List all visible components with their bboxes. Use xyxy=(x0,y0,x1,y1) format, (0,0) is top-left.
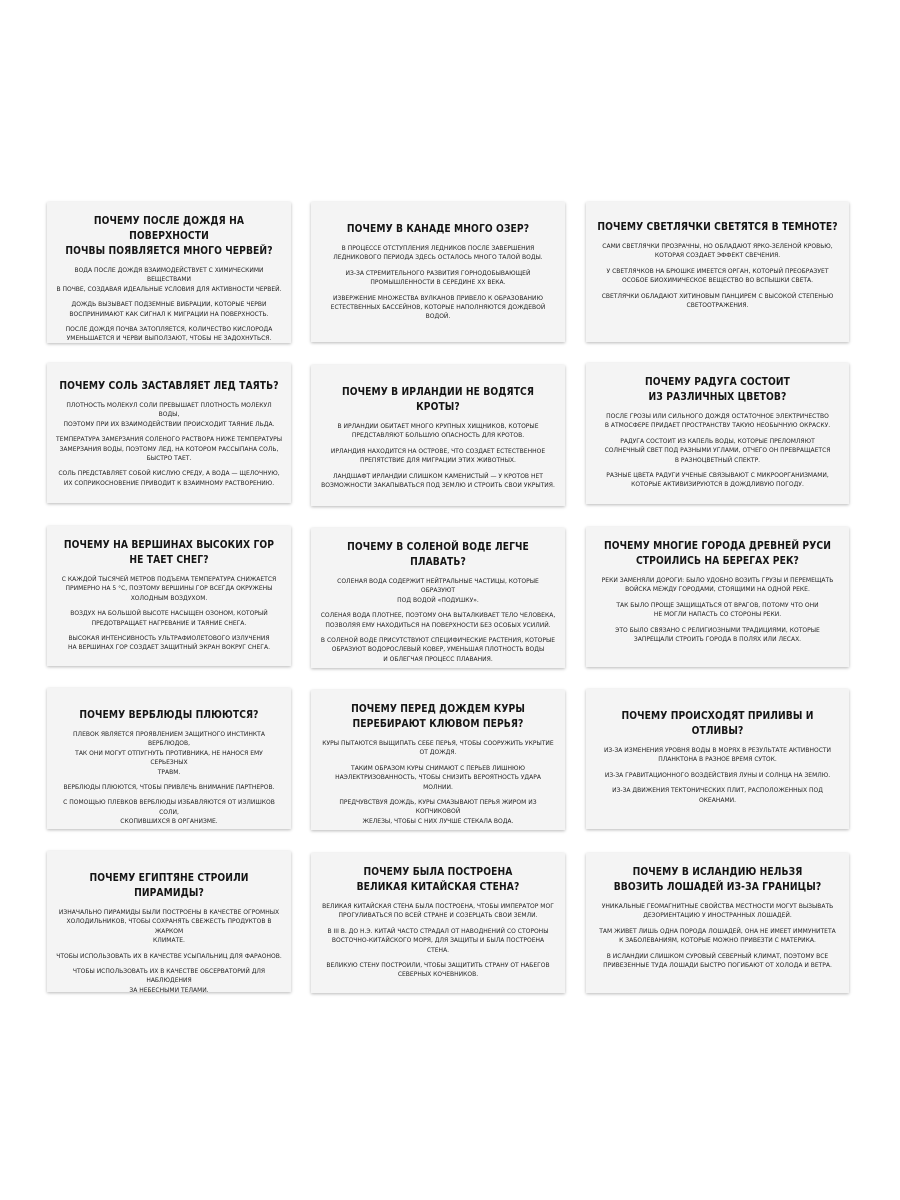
card-answer: С ПОМОЩЬЮ ПЛЕВКОВ ВЕРБЛЮДЫ ИЗБАВЛЯЮТСЯ ОТ ИЗЛИШКОВ СОЛИ, СКОПИВШИХСЯ В ОРГАНИЗМЕ. xyxy=(63,799,275,826)
card-question: ПОЧЕМУ ЕГИПТЯНЕ СТРОИЛИ ПИРАМИДЫ? xyxy=(89,873,249,899)
question-card xyxy=(586,363,849,504)
card-answer: СОЛЕНАЯ ВОДА СОДЕРЖИТ НЕЙТРАЛЬНЫЕ ЧАСТИЦЫ, КОТОРЫЕ ОБРАЗУЮТ ПОД ВОДОЙ «ПОДУШКУ». xyxy=(337,578,539,604)
card-answer: С КАЖДОЙ ТЫСЯЧЕЙ МЕТРОВ ПОДЪЕМА ТЕМПЕРАТУРА СНИЖАЕТСЯ ПРИМЕРНО НА 5 °С, ПОЭТОМУ ВЕРШИНЫ ГОР ВСЕГДА ОКРУЖЕНЫ ХОЛОДНЫМ ВОЗДУХОМ. xyxy=(61,576,277,602)
card-answer: ПЛОТНОСТЬ МОЛЕКУЛ СОЛИ ПРЕВЫШАЕТ ПЛОТНОСТЬ МОЛЕКУЛ ВОДЫ, ПОЭТОМУ ПРИ ИХ ВЗАИМОДЕЙСТВИИ ПРОИСХОДИТ ТАЯНИЕ ЛЬДА. xyxy=(63,402,275,428)
question-card xyxy=(47,688,291,829)
card-answer: ВОДА ПОСЛЕ ДОЖДЯ ВЗАИМОДЕЙСТВУЕТ С ХИМИЧЕСКИМИ ВЕЩЕСТВАМИ В ПОЧВЕ, СОЗДАВАЯ ИДЕАЛЬНЫЕ УСЛОВИЯ ДЛЯ АКТИВНОСТИ ЧЕРВЕЙ. xyxy=(56,267,282,293)
card-answer: ПОСЛЕ ГРОЗЫ ИЛИ СИЛЬНОГО ДОЖДЯ ОСТАТОЧНОЕ ЭЛЕКТРИЧЕСТВО В АТМОСФЕРЕ ПРИДАЕТ ПРОСТРАНСТВУ ТАКУЮ НЕОБЫЧНУЮ ОКРАСКУ. xyxy=(604,413,831,430)
card-question: ПОЧЕМУ В ИСЛАНДИЮ НЕЛЬЗЯ ВВОЗИТЬ ЛОШАДЕЙ ИЗ-ЗА ГРАНИЦЫ? xyxy=(613,867,822,893)
card-question: ПОЧЕМУ В СОЛЕНОЙ ВОДЕ ЛЕГЧЕ ПЛАВАТЬ? xyxy=(347,542,529,568)
card-question: ПОЧЕМУ В ИРЛАНДИИ НЕ ВОДЯТСЯ КРОТЫ? xyxy=(341,387,535,413)
card-question: ПОЧЕМУ ПОСЛЕ ДОЖДЯ НА ПОВЕРХНОСТИ ПОЧВЫ ПОЯВЛЯЕТСЯ МНОГО ЧЕРВЕЙ? xyxy=(65,216,273,257)
card-answer: ВЕЛИКАЯ КИТАЙСКАЯ СТЕНА БЫЛА ПОСТРОЕНА, ЧТОБЫ ИМПЕРАТОР МОГ ПРОГУЛИВАТЬСЯ ПО ВСЕЙ СТРАНЕ И СОЗЕРЦАТЬ СВОИ ЗЕМЛИ. xyxy=(322,903,554,920)
card-question: ПОЧЕМУ НА ВЕРШИНАХ ВЫСОКИХ ГОР НЕ ТАЕТ СНЕГ? xyxy=(63,540,275,566)
question-card xyxy=(586,527,849,667)
card-answer: ВОЗДУХ НА БОЛЬШОЙ ВЫСОТЕ НАСЫЩЕН ОЗОНОМ, КОТОРЫЙ ПРЕДОТВРАЩАЕТ НАГРЕВАНИЕ И ТАЯНИЕ СНЕГА. xyxy=(70,610,268,627)
question-card xyxy=(47,363,291,503)
card-answer: УНИКАЛЬНЫЕ ГЕОМАГНИТНЫЕ СВОЙСТВА МЕСТНОСТИ МОГУТ ВЫЗЫВАТЬ ДЕЗОРИЕНТАЦИЮ У ИНОСТРАННЫХ ЛОШАДЕЙ. xyxy=(601,903,834,920)
card-answer: В ИСЛАНДИИ СЛИШКОМ СУРОВЫЙ СЕВЕРНЫЙ КЛИМАТ, ПОЭТОМУ ВСЕ ПРИВЕЗЕННЫЕ ТУДА ЛОШАДИ БЫСТРО ПОГИБАЮТ ОТ ХОЛОДА И ВЕТРА. xyxy=(603,952,832,970)
card-question: ПОЧЕМУ СВЕТЛЯЧКИ СВЕТЯТСЯ В ТЕМНОТЕ? xyxy=(597,222,838,233)
card-answer: В III В. ДО Н.Э. КИТАЙ ЧАСТО СТРАДАЛ ОТ НАВОДНЕНИЙ СО СТОРОНЫ ВОСТОЧНО-КИТАЙСКОГО МОРЯ, ДЛЯ ЗАЩИТЫ И БЫЛА ПОСТРОЕНА СТЕНА. xyxy=(327,927,549,954)
question-card xyxy=(586,853,849,993)
card-answer: ИЗ-ЗА ДВИЖЕНИЯ ТЕКТОНИЧЕСКИХ ПЛИТ, РАСПОЛОЖЕННЫХ ПОД ОКЕАНАМИ. xyxy=(612,787,823,804)
card-answer: ТАКИМ ОБРАЗОМ КУРЫ СНИМАЮТ С ПЕРЬЕВ ЛИШНЮЮ НАЭЛЕКТРИЗОВАННОСТЬ, ЧТОБЫ СНИЗИТЬ ВЕРОЯТНОСТЬ УДАРА МОЛНИИ. xyxy=(335,764,541,791)
card-answer: ИЗ-ЗА СТРЕМИТЕЛЬНОГО РАЗВИТИЯ ГОРНОДОБЫВАЮЩЕЙ ПРОМЫШЛЕННОСТИ В СЕРЕДИНЕ XX ВЕКА. xyxy=(345,269,531,287)
card-answer: ВЕРБЛЮДЫ ПЛЮЮТСЯ, ЧТОБЫ ПРИВЛЕЧЬ ВНИМАНИЕ ПАРТНЕРОВ. xyxy=(63,784,275,792)
card-answer: СОЛЬ ПРЕДСТАВЛЯЕТ СОБОЙ КИСЛУЮ СРЕДУ, А ВОДА — ЩЕЛОЧНУЮ, ИХ СОПРИКОСНОВЕНИЕ ПРИВОДИТ К ВЗАИМНОМУ РАСТВОРЕНИЮ. xyxy=(58,470,280,487)
card-answer: КУРЫ ПЫТАЮТСЯ ВЫЩИПАТЬ СЕБЕ ПЕРЬЯ, ЧТОБЫ СООРУЖИТЬ УКРЫТИЕ ОТ ДОЖДЯ. xyxy=(322,740,554,757)
question-card xyxy=(311,365,565,506)
card-answer: ИЗ-ЗА ГРАВИТАЦИОННОГО ВОЗДЕЙСТВИЯ ЛУНЫ И СОЛНЦА НА ЗЕМЛЮ. xyxy=(604,771,831,779)
card-question: ПОЧЕМУ СОЛЬ ЗАСТАВЛЯЕТ ЛЕД ТАЯТЬ? xyxy=(59,381,279,392)
card-answer: СОЛЕНАЯ ВОДА ПЛОТНЕЕ, ПОЭТОМУ ОНА ВЫТАЛКИВАЕТ ТЕЛО ЧЕЛОВЕКА, ПОЗВОЛЯЯ ЕМУ НАХОДИТЬСЯ НА ПОВЕРХНОСТИ БЕЗ ОСОБЫХ УСИЛИЙ. xyxy=(320,612,556,629)
card-answer: РЕКИ ЗАМЕНЯЛИ ДОРОГИ: БЫЛО УДОБНО ВОЗИТЬ ГРУЗЫ И ПЕРЕМЕЩАТЬ ВОЙСКА МЕЖДУ ГОРОДАМИ, СТОЯЩИМИ НА ОДНОЙ РЕКЕ. xyxy=(601,577,834,594)
question-card xyxy=(311,853,565,993)
card-answer: ТАМ ЖИВЕТ ЛИШЬ ОДНА ПОРОДА ЛОШАДЕЙ, ОНА НЕ ИМЕЕТ ИММУНИТЕТА К ЗАБОЛЕВАНИЯМ, КОТОРЫЕ МОЖНО ПРИВЕЗТИ С МАТЕРИКА. xyxy=(599,927,836,945)
question-card xyxy=(586,689,849,829)
card-answer: ТЕМПЕРАТУРА ЗАМЕРЗАНИЯ СОЛЕНОГО РАСТВОРА НИЖЕ ТЕМПЕРАТУРЫ ЗАМЕРЗАНИЯ ВОДЫ, ПОЭТОМУ ЛЕД, НА КОТОРОМ РАССЫПАНА СОЛЬ, БЫСТРО ТАЕТ. xyxy=(56,436,283,463)
question-card xyxy=(311,202,565,342)
card-answer: РАДУГА СОСТОИТ ИЗ КАПЕЛЬ ВОДЫ, КОТОРЫЕ ПРЕЛОМЛЯЮТ СОЛНЕЧНЫЙ СВЕТ ПОД РАЗНЫМИ УГЛАМИ, ОТЧЕГО ОН ПРЕВРАЩАЕТСЯ В РАЗНОЦВЕТНЫЙ СПЕКТР. xyxy=(604,437,831,464)
card-question: ПОЧЕМУ БЫЛА ПОСТРОЕНА ВЕЛИКАЯ КИТАЙСКАЯ СТЕНА? xyxy=(356,867,520,893)
card-answer: ИЗ-ЗА ИЗМЕНЕНИЯ УРОВНЯ ВОДЫ В МОРЯХ В РЕЗУЛЬТАТЕ АКТИВНОСТИ ПЛАНКТОНА В РАЗНОЕ ВРЕМЯ СУТОК. xyxy=(603,747,832,764)
card-answer: ВЕЛИКУЮ СТЕНУ ПОСТРОИЛИ, ЧТОБЫ ЗАЩИТИТЬ СТРАНУ ОТ НАБЕГОВ СЕВЕРНЫХ КОЧЕВНИКОВ. xyxy=(326,962,550,979)
card-answer: РАЗНЫЕ ЦВЕТА РАДУГИ УЧЕНЫЕ СВЯЗЫВАЮТ С МИКРООРГАНИЗМАМИ, КОТОРЫЕ АКТИВИЗИРУЮТСЯ В ДОЖДЛИВУЮ ПОГОДУ. xyxy=(606,472,829,489)
question-card xyxy=(47,202,291,343)
card-answer: ЛАНДШАФТ ИРЛАНДИИ СЛИШКОМ КАМЕНИСТЫЙ — У КРОТОВ НЕТ ВОЗМОЖНОСТИ ЗАКАПЫВАТЬСЯ ПОД ЗЕМЛЮ И СТРОИТЬ СВОИ УКРЫТИЯ. xyxy=(321,472,555,490)
card-answer: В ПРОЦЕССЕ ОТСТУПЛЕНИЯ ЛЕДНИКОВ ПОСЛЕ ЗАВЕРШЕНИЯ ЛЕДНИКОВОГО ПЕРИОДА ЗДЕСЬ ОСТАЛОСЬ МНОГО ТАЛОЙ ВОДЫ. xyxy=(333,245,543,262)
question-card xyxy=(47,526,291,666)
card-answer: ВЫСОКАЯ ИНТЕНСИВНОСТЬ УЛЬТРАФИОЛЕТОВОГО ИЗЛУЧЕНИЯ НА ВЕРШИНАХ ГОР СОЗДАЕТ ЗАЩИТНЫЙ ЭКРАН ВОКРУГ СНЕГА. xyxy=(68,635,270,652)
card-answer: ЧТОБЫ ИСПОЛЬЗОВАТЬ ИХ В КАЧЕСТВЕ ОБСЕРВАТОРИЙ ДЛЯ НАБЛЮДЕНИЯ ЗА НЕБЕСНЫМИ ТЕЛАМИ. xyxy=(72,968,266,992)
card-answer: ПЛЕВОК ЯВЛЯЕТСЯ ПРОЯВЛЕНИЕМ ЗАЩИТНОГО ИНСТИНКТА ВЕРБЛЮДОВ, ТАК ОНИ МОГУТ ОТПУГНУТЬ ПРОТИВНИКА, НЕ НАНОСЯ ЕМУ СЕРЬЕЗНЫХ ТРАВМ. xyxy=(73,731,265,776)
card-answer: ПОСЛЕ ДОЖДЯ ПОЧВА ЗАТОПЛЯЕТСЯ, КОЛИЧЕСТВО КИСЛОРОДА УМЕНЬШАЕТСЯ И ЧЕРВИ ВЫПОЛЗАЮТ, ЧТОБЫ НЕ ЗАДОХНУТЬСЯ. xyxy=(65,326,273,343)
card-answer: У СВЕТЛЯЧКОВ НА БРЮШКЕ ИМЕЕТСЯ ОРГАН, КОТОРЫЙ ПРЕОБРАЗУЕТ ОСОБОЕ БИОХИМИЧЕСКОЕ ВЕЩЕСТВО ВО ВСПЫШКИ СВЕТА. xyxy=(606,267,829,285)
card-question: ПОЧЕМУ РАДУГА СОСТОИТ ИЗ РАЗЛИЧНЫХ ЦВЕТОВ? xyxy=(645,377,790,403)
card-answer: ИРЛАНДИЯ НАХОДИТСЯ НА ОСТРОВЕ, ЧТО СОЗДАЕТ ЕСТЕСТВЕННОЕ ПРЕПЯТСТВИЕ ДЛЯ МИГРАЦИИ ЭТИХ ЖИВОТНЫХ. xyxy=(330,447,546,465)
card-answer: СВЕТЛЯЧКИ ОБЛАДАЮТ ХИТИНОВЫМ ПАНЦИРЕМ С ВЫСОКОЙ СТЕПЕНЬЮ СВЕТООТРАЖЕНИЯ. xyxy=(601,292,834,310)
card-answer: ТАК БЫЛО ПРОЩЕ ЗАЩИЩАТЬСЯ ОТ ВРАГОВ, ПОТОМУ ЧТО ОНИ НЕ МОГЛИ НАПАСТЬ СО СТОРОНЫ РЕКИ. xyxy=(616,601,819,619)
card-answer: ИЗНАЧАЛЬНО ПИРАМИДЫ БЫЛИ ПОСТРОЕНЫ В КАЧЕСТВЕ ОГРОМНЫХ ХОЛОДИЛЬНИКОВ, ЧТОБЫ СОХРАНЯТЬ СВЕЖЕСТЬ ПРОДУКТОВ В ЖАРКОМ КЛИМАТЕ. xyxy=(58,909,280,945)
card-question: ПОЧЕМУ ПЕРЕД ДОЖДЕМ КУРЫ ПЕРЕБИРАЮТ КЛЮВОМ ПЕРЬЯ? xyxy=(351,704,525,730)
card-answer: ИЗВЕРЖЕНИЕ МНОЖЕСТВА ВУЛКАНОВ ПРИВЕЛО К ОБРАЗОВАНИЮ ЕСТЕСТВЕННЫХ БАССЕЙНОВ, КОТОРЫЕ НАПОЛНЯЮТСЯ ДОЖДЕВОЙ ВОДОЙ. xyxy=(330,294,546,321)
card-question: ПОЧЕМУ ПРОИСХОДЯТ ПРИЛИВЫ И ОТЛИВЫ? xyxy=(621,711,814,737)
card-answer: ПРЕДЧУВСТВУЯ ДОЖДЬ, КУРЫ СМАЗЫВАЮТ ПЕРЬЯ ЖИРОМ ИЗ КОПЧИКОВОЙ ЖЕЛЕЗЫ, ЧТОБЫ С НИХ ЛУЧШЕ СТЕКАЛА ВОДА. xyxy=(339,799,537,825)
card-question: ПОЧЕМУ МНОГИЕ ГОРОДА ДРЕВНЕЙ РУСИ СТРОИЛИСЬ НА БЕРЕГАХ РЕК? xyxy=(603,541,832,567)
question-card xyxy=(586,202,849,342)
card-answer: В ИРЛАНДИИ ОБИТАЕТ МНОГО КРУПНЫХ ХИЩНИКОВ, КОТОРЫЕ ПРЕДСТАВЛЯЮТ БОЛЬШУЮ ОПАСНОСТЬ ДЛЯ КРОТОВ. xyxy=(337,423,539,440)
card-answer: ЧТОБЫ ИСПОЛЬЗОВАТЬ ИХ В КАЧЕСТВЕ УСЫПАЛЬНИЦ ДЛЯ ФАРАОНОВ. xyxy=(56,952,282,960)
card-answer: ДОЖДЬ ВЫЗЫВАЕТ ПОДЗЕМНЫЕ ВИБРАЦИИ, КОТОРЫЕ ЧЕРВИ ВОСПРИНИМАЮТ КАК СИГНАЛ К МИГРАЦИИ НА ПОВЕРХНОСТЬ. xyxy=(69,301,269,318)
question-card xyxy=(311,528,565,668)
question-card xyxy=(311,690,565,830)
card-question: ПОЧЕМУ В КАНАДЕ МНОГО ОЗЕР? xyxy=(346,224,530,235)
card-answer: В СОЛЕНОЙ ВОДЕ ПРИСУТСТВУЮТ СПЕЦИФИЧЕСКИЕ РАСТЕНИЯ, КОТОРЫЕ ОБРАЗУЮТ ВОДОРОСЛЕВЫЙ КОВЕР, УМЕНЬШАЯ ПЛОТНОСТЬ ВОДЫ И ОБЛЕГЧАЯ ПРОЦЕСС ПЛАВАНИЯ. xyxy=(320,637,556,663)
question-card xyxy=(47,851,291,992)
card-answer: САМИ СВЕТЛЯЧКИ ПРОЗРАЧНЫ, НО ОБЛАДАЮТ ЯРКО-ЗЕЛЕНОЙ КРОВЬЮ, КОТОРАЯ СОЗДАЕТ ЭФФЕКТ СВЕЧЕНИЯ. xyxy=(602,243,833,260)
card-answer: ЭТО БЫЛО СВЯЗАНО С РЕЛИГИОЗНЫМИ ТРАДИЦИЯМИ, КОТОРЫЕ ЗАПРЕЩАЛИ СТРОИТЬ ГОРОДА В ПОЛЯХ ИЛИ ЛЕСАХ. xyxy=(615,626,820,644)
card-question: ПОЧЕМУ ВЕРБЛЮДЫ ПЛЮЮТСЯ? xyxy=(79,710,259,721)
